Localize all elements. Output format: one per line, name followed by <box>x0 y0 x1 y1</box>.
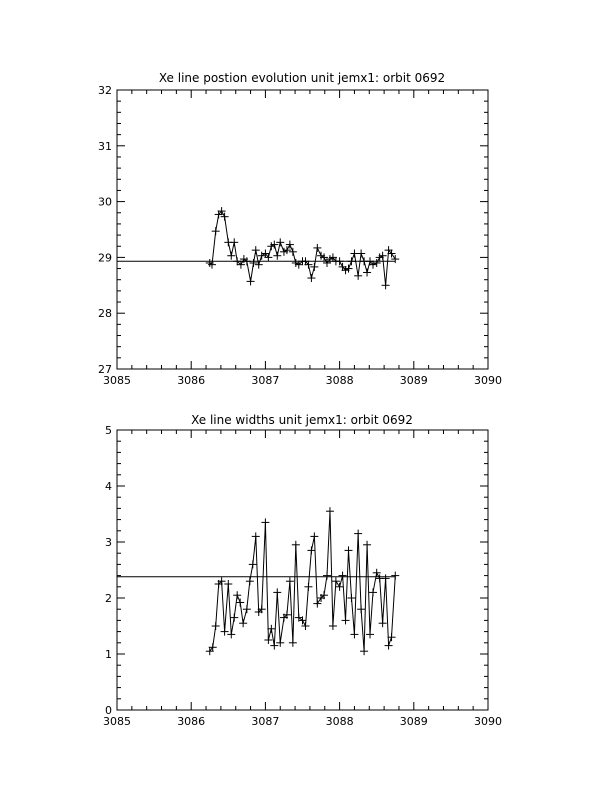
data-point <box>385 642 393 650</box>
data-point <box>332 577 340 585</box>
y-tick-label: 2 <box>105 592 112 605</box>
data-point <box>339 572 347 580</box>
data-point <box>363 268 371 276</box>
y-tick-label: 3 <box>105 536 112 549</box>
data-point <box>264 636 272 644</box>
data-point <box>326 507 334 515</box>
chart-title: Xe line widths unit jemx1: orbit 0692 <box>191 413 413 427</box>
data-point <box>360 647 368 655</box>
chart-title: Xe line postion evolution unit jemx1: orbit 0692 <box>158 71 446 85</box>
line-widths-panel <box>103 413 502 728</box>
x-tick-label: 3088 <box>325 374 354 387</box>
data-point <box>212 622 220 630</box>
data-point <box>354 272 362 280</box>
series-line <box>210 511 395 651</box>
y-tick-label: 1 <box>105 648 112 661</box>
y-tick-label: 31 <box>98 139 112 153</box>
y-tick-label: 30 <box>98 195 112 209</box>
data-point <box>382 574 390 582</box>
data-point <box>230 238 238 246</box>
line-position-panel <box>98 71 502 387</box>
y-tick-label: 27 <box>98 363 112 376</box>
x-tick-label: 3088 <box>325 715 354 728</box>
data-point <box>212 227 220 235</box>
data-point <box>357 605 365 613</box>
data-point <box>345 546 353 554</box>
plot-frame <box>117 90 488 369</box>
x-tick-label: 3089 <box>399 715 428 728</box>
data-point <box>310 263 318 271</box>
x-tick-label: 3090 <box>474 374 502 387</box>
data-point <box>258 252 266 260</box>
data-point <box>357 249 365 257</box>
data-point <box>323 572 331 580</box>
y-tick-label: 5 <box>105 424 112 437</box>
data-point <box>292 541 300 549</box>
data-point <box>313 600 321 608</box>
data-point <box>307 274 315 282</box>
y-tick-label: 4 <box>105 480 112 493</box>
data-point <box>391 572 399 580</box>
data-point <box>255 261 263 269</box>
data-point <box>289 248 297 256</box>
x-tick-label: 3090 <box>474 715 502 728</box>
data-point <box>243 605 251 613</box>
data-point <box>246 577 254 585</box>
data-point <box>250 259 258 267</box>
y-tick-label: 29 <box>98 251 112 265</box>
data-point <box>336 583 344 591</box>
data-point <box>252 246 260 254</box>
data-point <box>249 560 257 568</box>
data-point <box>354 530 362 538</box>
data-point <box>366 630 374 638</box>
x-tick-label: 3086 <box>177 715 206 728</box>
data-point <box>289 639 297 647</box>
data-point <box>313 244 321 252</box>
data-point <box>391 255 399 263</box>
data-point <box>310 532 318 540</box>
data-point <box>273 252 281 260</box>
x-tick-label: 3089 <box>399 374 428 387</box>
data-point <box>347 594 355 602</box>
data-point <box>379 619 387 627</box>
data-point <box>350 630 358 638</box>
data-point <box>261 518 269 526</box>
data-point <box>369 588 377 596</box>
y-tick-label: 32 <box>98 84 112 97</box>
data-point <box>227 252 235 260</box>
data-point <box>304 583 312 591</box>
data-point <box>347 257 355 265</box>
data-point <box>329 622 337 630</box>
data-point <box>286 577 294 585</box>
data-point <box>230 614 238 622</box>
data-point <box>276 238 284 246</box>
data-point <box>252 532 260 540</box>
y-tick-label: 28 <box>98 307 112 321</box>
data-point <box>208 261 216 269</box>
data-point <box>236 598 244 606</box>
data-point <box>382 281 390 289</box>
data-point <box>273 588 281 596</box>
data-point <box>307 546 315 554</box>
data-point <box>342 616 350 624</box>
x-tick-label: 3087 <box>251 715 280 728</box>
x-tick-label: 3085 <box>103 374 131 387</box>
x-tick-label: 3087 <box>251 374 280 387</box>
x-tick-label: 3086 <box>177 374 206 387</box>
y-tick-label: 0 <box>105 704 112 717</box>
data-point <box>239 619 247 627</box>
data-point <box>363 541 371 549</box>
x-tick-label: 3085 <box>103 715 131 728</box>
plot-frame <box>117 430 488 710</box>
data-point <box>233 591 241 599</box>
data-point <box>247 277 255 285</box>
